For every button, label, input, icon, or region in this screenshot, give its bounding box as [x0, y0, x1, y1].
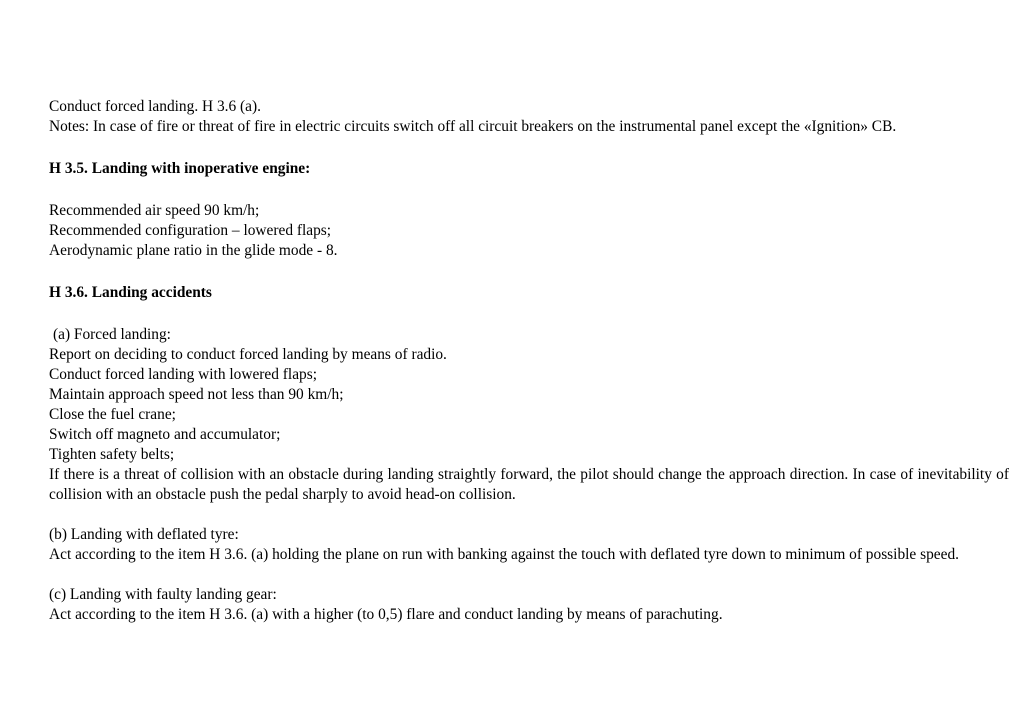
list-item: Maintain approach speed not less than 90 km/h; — [49, 386, 344, 403]
list-item: Recommended air speed 90 km/h; — [49, 202, 260, 219]
subsection-b-paragraph: Act according to the item H 3.6. (a) holding the plane on run with banking against the touch with deflated tyre down to minimum of possible speed. — [49, 546, 959, 563]
list-item: Tighten safety belts; — [49, 446, 175, 463]
subsection-c-title: (c) Landing with faulty landing gear: — [49, 586, 277, 603]
section-3-5-list — [49, 201, 1009, 261]
subsection-a-paragraph: If there is a threat of collision with an obstacle during landing straightly forward, the pilot should change the approach direction. In case of inevitability of collision with an obstacle push the pedal sharply to avoid head-on collision. — [49, 466, 1009, 503]
list-item: Conduct forced landing with lowered flaps; — [49, 366, 317, 383]
subsection-c-paragraph: Act according to the item H 3.6. (a) with a higher (to 0,5) flare and conduct landing by means of parachuting. — [49, 606, 723, 623]
subsection-c — [49, 585, 1009, 625]
subsection-b-title: (b) Landing with deflated tyre: — [49, 526, 239, 543]
intro-line: Conduct forced landing. H 3.6 (a). — [49, 98, 261, 115]
document-page — [49, 97, 1009, 625]
subsection-b — [49, 525, 1009, 565]
list-item: Aerodynamic plane ratio in the glide mode - 8. — [49, 242, 338, 259]
list-item: Close the fuel crane; — [49, 406, 176, 423]
section-heading-3-6: H 3.6. Landing accidents — [49, 284, 212, 301]
list-item: Recommended configuration – lowered flaps; — [49, 222, 332, 239]
list-item: Switch off magneto and accumulator; — [49, 426, 281, 443]
notes-line: Notes: In case of fire or threat of fire in electric circuits switch off all circuit breakers on the instrumental panel except the «Ignition» CB. — [49, 118, 897, 135]
list-item: Report on deciding to conduct forced landing by means of radio. — [49, 346, 447, 363]
subsection-a-title: (a) Forced landing: — [53, 326, 171, 343]
subsection-a — [49, 325, 1009, 505]
section-heading-3-5: H 3.5. Landing with inoperative engine: — [49, 160, 311, 177]
